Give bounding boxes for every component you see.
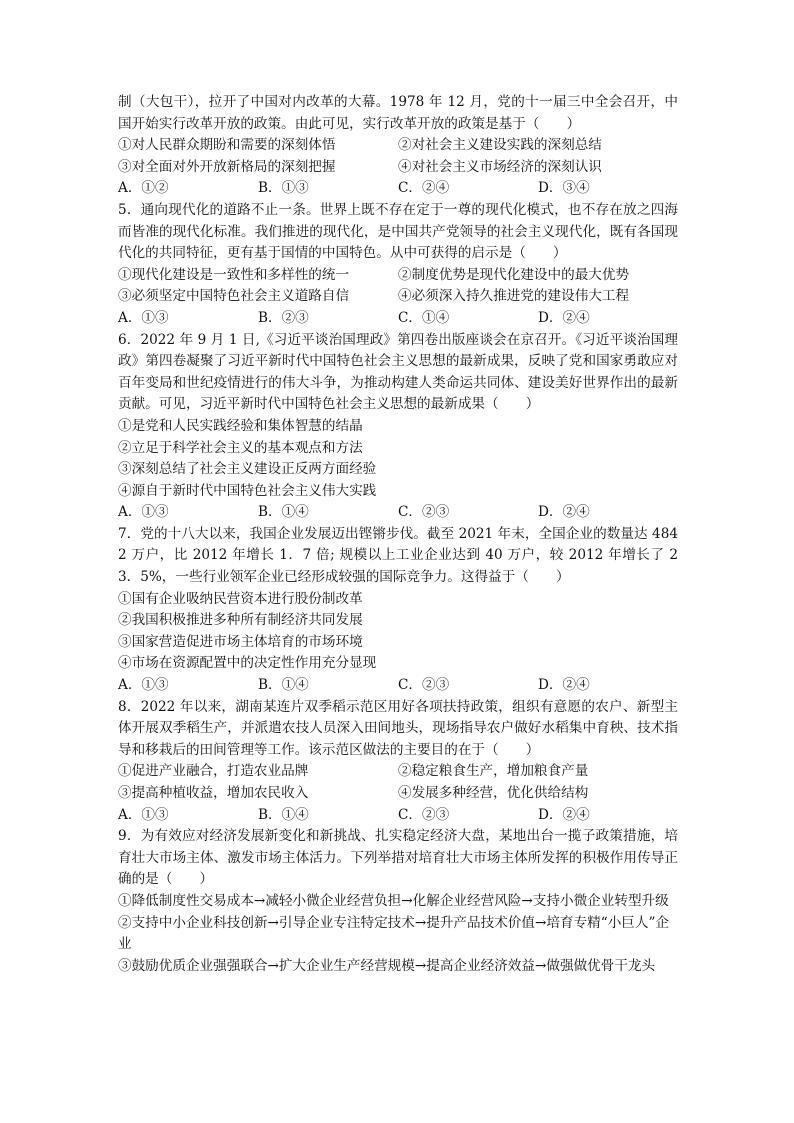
- question-4-option-1: ①对人民群众期盼和需要的深刻体悟: [118, 137, 336, 154]
- question-4-option-3: ③对全面对外开放新格局的深刻把握: [118, 158, 336, 175]
- question-5-option-4: ④必须深入持久推进党的建设伟大工程: [398, 288, 630, 305]
- question-4-option-2: ②对社会主义建设实践的深刻总结: [398, 137, 602, 154]
- question-6-option-4: ④源自于新时代中国特色社会主义伟大实践: [118, 482, 377, 499]
- question-7-choice-b[interactable]: B．①④: [258, 677, 309, 694]
- question-7-option-2: ②我国积极推进多种所有制经济共同发展: [118, 612, 363, 629]
- question-6-choice-b[interactable]: B．①④: [258, 504, 309, 521]
- question-5-option-1: ①现代化建设是一致性和多样性的统一: [118, 266, 350, 283]
- question-8: [118, 697, 678, 827]
- question-4-option-4: ④对社会主义市场经济的深刻认识: [398, 158, 602, 175]
- question-5-option-3: ③必须坚定中国特色社会主义道路自信: [118, 288, 350, 305]
- question-8-choice-d[interactable]: D．②④: [538, 806, 590, 823]
- exam-page: [118, 92, 678, 977]
- question-4-choice-c[interactable]: C．②④: [398, 180, 450, 197]
- question-4-choice-d[interactable]: D．③④: [538, 180, 590, 197]
- question-8-option-4: ④发展多种经营，优化供给结构: [398, 785, 589, 801]
- question-8-option-3: ③提高种植收益，增加农民收入: [118, 785, 309, 801]
- question-7-stem: 7．党的十八大以来，我国企业发展迈出铿锵步伐。截至 2021 年末，全国企业的数量达 4842 万户，比 2012 年增长 1．7 倍; 规模以上工业企业达到 40 万户，较 2012 年增长了 23．5%，一些行业领军企业已经形成较强的国际竞争力。这得益于（ ）: [118, 525, 678, 586]
- question-6-choice-a[interactable]: A．①③: [118, 504, 169, 521]
- question-8-stem: 8．2022 年以来，湖南某连片双季稻示范区用好各项扶持政策，组织有意愿的农户、新型主体开展双季稻生产，并派遣农技人员深入田间地头，现场指导农户做好水稻集中育秧、技术指导和移栽后的田间管理等工作。该示范区做法的主要目的在于（ ）: [118, 698, 678, 758]
- question-7-choice-d[interactable]: D．②④: [538, 677, 590, 694]
- question-6-choice-d[interactable]: D．②④: [538, 504, 590, 521]
- question-7-choices: [118, 675, 678, 697]
- question-4-choice-b[interactable]: B．①③: [258, 180, 309, 197]
- question-5-choice-a[interactable]: A．①③: [118, 309, 169, 326]
- question-5-choice-b[interactable]: B．②③: [258, 309, 309, 326]
- question-8-choice-b[interactable]: B．①④: [258, 806, 309, 823]
- question-5-stem: 5．通向现代化的道路不止一条。世界上既不存在定于一尊的现代化模式，也不存在放之四海而皆准的现代化标准。我们推进的现代化，是中国共产党领导的社会主义现代化，既有各国现代化的共同特征，更有基于国情的中国特色。从中可获得的启示是（ ）: [118, 201, 678, 262]
- question-6-choice-c[interactable]: C．②③: [398, 504, 450, 521]
- question-6-option-1: ①是党和人民实践经验和集体智慧的结晶: [118, 417, 363, 434]
- question-5-choice-d[interactable]: D．②④: [538, 309, 590, 326]
- question-6-option-3: ③深刻总结了社会主义建设正反两方面经验: [118, 461, 377, 478]
- question-4-options-row-2: [118, 157, 678, 179]
- question-8-choices: [118, 805, 678, 827]
- question-8-options-row-2: [118, 783, 678, 805]
- question-6: [118, 330, 678, 524]
- question-9-stem: 9．为有效应对经济发展新变化和新挑战、扎实稳定经济大盘，某地出台一揽子政策措施，培育壮大市场主体、激发市场主体活力。下列举措对培育壮大市场主体所发挥的积极作用传导正确的是（ ）: [118, 828, 678, 888]
- question-5-option-2: ②制度优势是现代化建设中的最大优势: [398, 266, 630, 283]
- question-9-option-2: ②支持中小企业科技创新→引导企业专注特定技术→提升产品技术价值→培育专精“小巨人”企业: [118, 914, 670, 953]
- question-7-option-4: ④市场在资源配置中的决定性作用充分显现: [118, 655, 377, 672]
- question-9-option-1: ①降低制度性交易成本→减轻小微企业经营负担→化解企业经营风险→支持小微企业转型升级: [118, 892, 669, 909]
- question-4-choice-a[interactable]: A．①②: [118, 180, 169, 197]
- question-7: [118, 524, 678, 697]
- question-9: [118, 826, 678, 977]
- question-4: [118, 92, 678, 200]
- question-5-options-row-1: [118, 265, 678, 287]
- question-4-choices: [118, 178, 678, 200]
- question-8-choice-a[interactable]: A．①③: [118, 806, 169, 823]
- question-5-options-row-2: [118, 286, 678, 308]
- question-5-choice-c[interactable]: C．①④: [398, 309, 450, 326]
- question-5-choices: [118, 308, 678, 330]
- question-6-option-2: ②立足于科学社会主义的基本观点和方法: [118, 439, 363, 456]
- question-7-choice-a[interactable]: A．①③: [118, 677, 169, 694]
- question-8-option-1: ①促进产业融合，打造农业品牌: [118, 763, 309, 780]
- question-6-stem: 6．2022 年 9 月 1 日,《习近平谈治国理政》第四卷出版座谈会在京召开。《习近平谈治国理政》第四卷凝聚了习近平新时代中国特色社会主义思想的最新成果，反映了党和国家勇敢应对百年变局和世纪疫情进行的伟大斗争，为推动构建人类命运共同体、建设美好世界作出的最新贡献。可见，习近平新时代中国特色社会主义思想的最新成果（ ）: [118, 331, 678, 413]
- question-8-choice-c[interactable]: C．②③: [398, 806, 450, 823]
- question-7-option-3: ③国家营造促进市场主体培育的市场环境: [118, 633, 363, 650]
- question-7-choice-c[interactable]: C．②③: [398, 677, 450, 694]
- question-9-option-3: ③鼓励优质企业强强联合→扩大企业生产经营规模→提高企业经济效益→做强做优骨干龙头: [118, 957, 656, 974]
- question-7-option-1: ①国有企业吸纳民营资本进行股份制改革: [118, 590, 363, 607]
- question-4-stem: 制（大包干），拉开了中国对内改革的大幕。1978 年 12 月，党的十一届三中全会召开，中国开始实行改革开放的政策。由此可见，实行改革开放的政策是基于（ ）: [118, 94, 678, 132]
- question-4-options-row-1: [118, 135, 678, 157]
- question-6-choices: [118, 502, 678, 524]
- question-8-options-row-1: [118, 761, 678, 783]
- question-8-option-2: ②稳定粮食生产，增加粮食产量: [398, 763, 589, 780]
- question-5: [118, 200, 678, 330]
